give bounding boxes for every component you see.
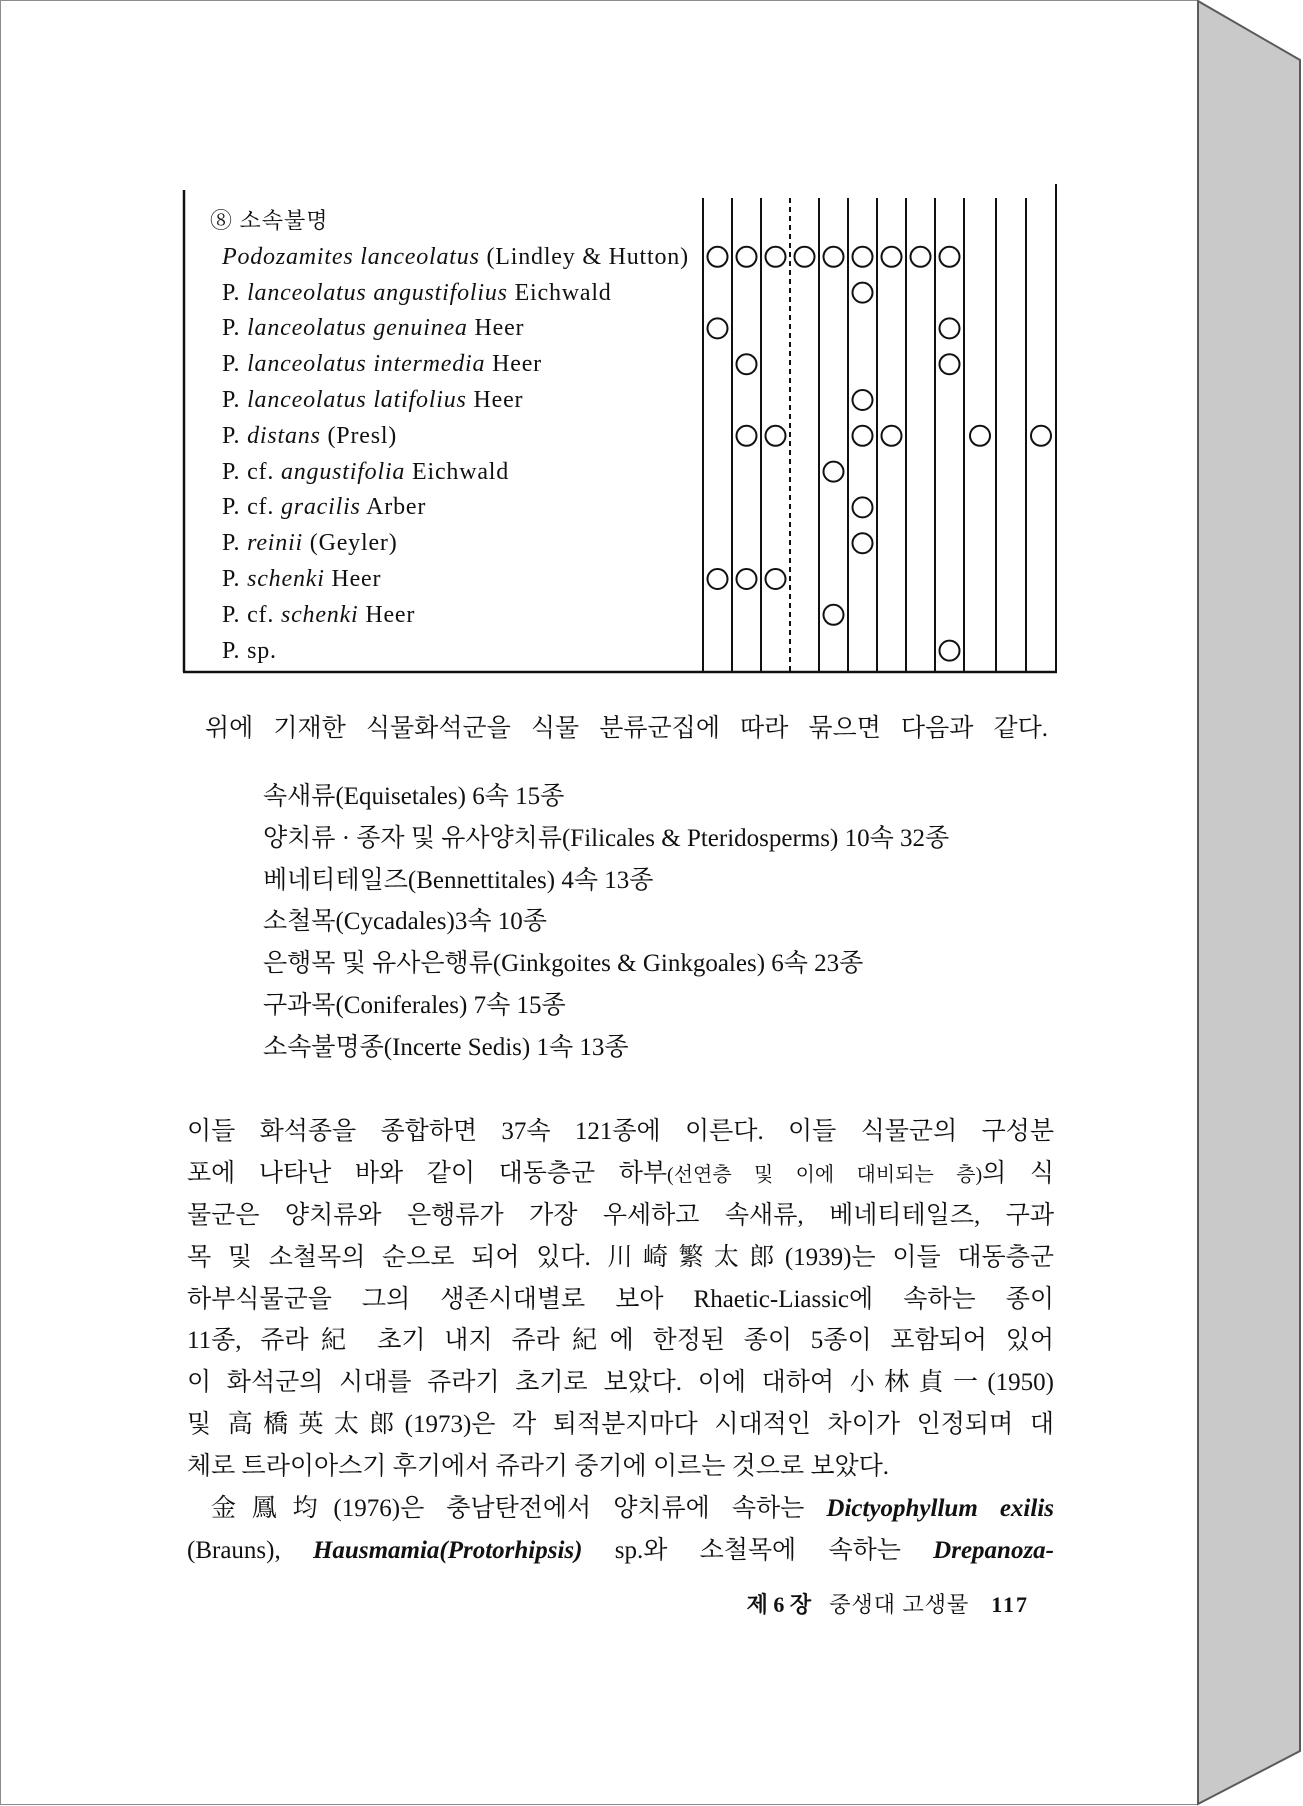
species-row [222,312,524,344]
taxon-group-item: 속새류(Equisetales) 6속 15종 [263,783,565,810]
text-segment: 11종, 쥬라紀 초기 내지 쥬라紀에 한정된 종이 5종이 포함되어 있어 [187,1327,1054,1355]
occurrence-circle [795,247,815,267]
occurrence-circle [766,569,786,589]
text-segment: Heer [358,601,416,628]
text-line [187,1237,1054,1279]
text-segment: 하부식물군을 그의 생존시대별로 보아 Rhaetic-Liassic에 속하는 종이 [187,1285,1054,1313]
taxon-group-item: 양치류 · 종자 및 유사양치류(Filicales & Pteridosperms) 10속 32종 [263,824,950,852]
taxon-group-item: 소철목(Cycadales)3속 10종 [263,908,547,936]
text-segment: Heer [466,387,524,413]
table-group-label: ⑧ 소속불명 [210,208,329,233]
italic-text: lanceolatus genuinea [247,315,468,342]
body-paragraph [187,1488,1054,1572]
chapter-label: 제 6 장 [746,1592,812,1617]
text-line [187,1320,1054,1362]
occurrence-circle [853,283,873,303]
taxon-group-item: 은행목 및 유사은행류(Ginkgoites & Ginkgoales) 6속 23종 [263,950,864,978]
text-segment: 이 화석군의 시대를 쥬라기 초기로 보았다. 이에 대하여 小林貞一(1950) [187,1369,1054,1397]
text-line [187,1195,1054,1237]
text-segment: (Geyler) [303,530,398,557]
species-row [222,277,612,309]
italic-text: schenki [280,601,359,628]
italic-text: Hausmamia(Protorhipsis) [312,1536,583,1564]
page-footer [640,1589,1029,1621]
occurrence-circle [737,354,757,374]
occurrence-circle [882,426,902,446]
summary-intro: 위에 기재한 식물화석군을 식물 분류군집에 따라 묶으면 다음과 같다. [205,715,1048,742]
occurrence-circle [853,533,873,553]
occurrence-circle [766,426,786,446]
italic-text: lanceolatus intermedia [247,351,486,378]
text-segment: Heer [324,566,382,592]
italic-text: Dictyophyllum exilis [826,1495,1054,1523]
text-segment: Heer [485,351,542,378]
occurrence-circle [824,247,844,267]
occurrence-circle [766,247,786,267]
italic-text: lanceolatus angustifolius [247,279,508,306]
species-row [222,241,689,273]
text-line [187,1404,1054,1446]
occurrence-circle [911,247,931,267]
taxon-group-item: 베네티테일즈(Bennettitales) 4속 13종 [263,866,654,894]
italic-text: reinii [247,530,303,557]
small-text: (선연층 및 이에 대비되는 층) [667,1163,983,1186]
text-segment: 체로 트라이아스기 후기에서 쥬라기 중기에 이르는 것으로 보았다. [187,1453,890,1481]
text-segment: 金鳳均(1976)은 충남탄전에서 양치류에 속하는 [211,1495,827,1523]
body-paragraph [187,1111,1054,1488]
species-row [222,527,397,559]
text-segment: (Presl) [320,422,398,449]
text-segment: sp.와 소철목에 속하는 [582,1536,934,1564]
occurrence-circle [853,247,873,267]
italic-text: angustifolia [280,458,406,485]
text-segment: P. cf. [222,601,281,628]
chapter-title: 중생대 고생물 [829,1592,970,1617]
text-segment: (Lindley & Hutton) [479,243,689,270]
page-number: 117 [991,1592,1029,1617]
taxon-group-list [263,776,949,1069]
occurrence-circle [940,354,960,374]
text-segment: (Brauns), [187,1536,313,1564]
text-segment: 목 및 소철목의 순으로 되어 있다. 川崎繁太郎(1939)는 이들 대동층군 [187,1243,1054,1271]
text-segment: 의 식 [982,1159,1054,1187]
occurrence-circle [737,247,757,267]
italic-text: Podozamites lanceolatus [222,243,480,270]
text-line [187,1279,1054,1321]
text-segment: P. [222,279,248,306]
taxon-group-item: 구과목(Coniferales) 7속 15종 [263,991,566,1019]
occurrence-circle [824,605,844,625]
taxon-group-item: 소속불명종(Incerte Sedis) 1속 13종 [263,1033,629,1061]
occurrence-circle [737,426,757,446]
occurrence-circle [708,318,728,338]
text-segment: Heer [467,315,525,342]
text-segment: Eichwald [507,279,612,306]
italic-text: Drepanoza- [933,1536,1054,1564]
occurrence-circle [882,247,902,267]
text-line [187,1111,1054,1153]
text-line [187,1488,1054,1530]
text-line [187,1446,1054,1488]
species-row [222,348,542,380]
text-segment: P. sp. [222,637,277,664]
italic-text: distans [247,422,321,449]
text-segment: P. [222,566,248,592]
occurrence-circle [824,462,844,482]
occurrence-circle [970,426,990,446]
italic-text: gracilis [280,494,361,521]
text-segment: P. [222,351,248,378]
occurrence-circle [737,569,757,589]
occurrence-circle [940,641,960,661]
text-line [187,1362,1054,1404]
occurrence-circle [708,569,728,589]
occurrence-circle [853,390,873,410]
italic-text: schenki [247,566,325,592]
species-row [222,456,509,488]
text-segment: P. [222,387,248,413]
occurrence-circle [1031,426,1051,446]
species-row [222,635,277,667]
species-row [222,599,415,631]
text-segment: Arber [360,494,427,521]
occurrence-circle [940,247,960,267]
occurrence-circle [708,247,728,267]
text-segment: P. cf. [222,458,281,485]
species-row [222,491,426,523]
text-segment: P. cf. [222,494,281,521]
species-row [222,563,381,595]
text-segment: P. [222,530,248,557]
text-segment: P. [222,422,248,449]
italic-text: lanceolatus latifolius [247,387,467,413]
occurrence-circle [853,497,873,517]
species-row [222,420,397,452]
occurrence-circle [853,426,873,446]
species-row [222,384,523,416]
text-segment: 및 高橋英太郎(1973)은 각 퇴적분지마다 시대적인 차이가 인정되며 대 [187,1411,1054,1439]
text-segment: P. [222,315,248,342]
text-line [187,1153,1054,1195]
text-segment: 포에 나타난 바와 같이 대동층군 하부 [187,1159,668,1187]
text-segment: 이들 화석종을 종합하면 37속 121종에 이른다. 이들 식물군의 구성분 [187,1118,1054,1145]
text-segment: 물군은 양치류와 은행류가 가장 우세하고 속새류, 베네티테일즈, 구과 [187,1201,1054,1229]
text-line [187,1530,1054,1572]
occurrence-circle [940,318,960,338]
text-segment: Eichwald [405,458,510,485]
